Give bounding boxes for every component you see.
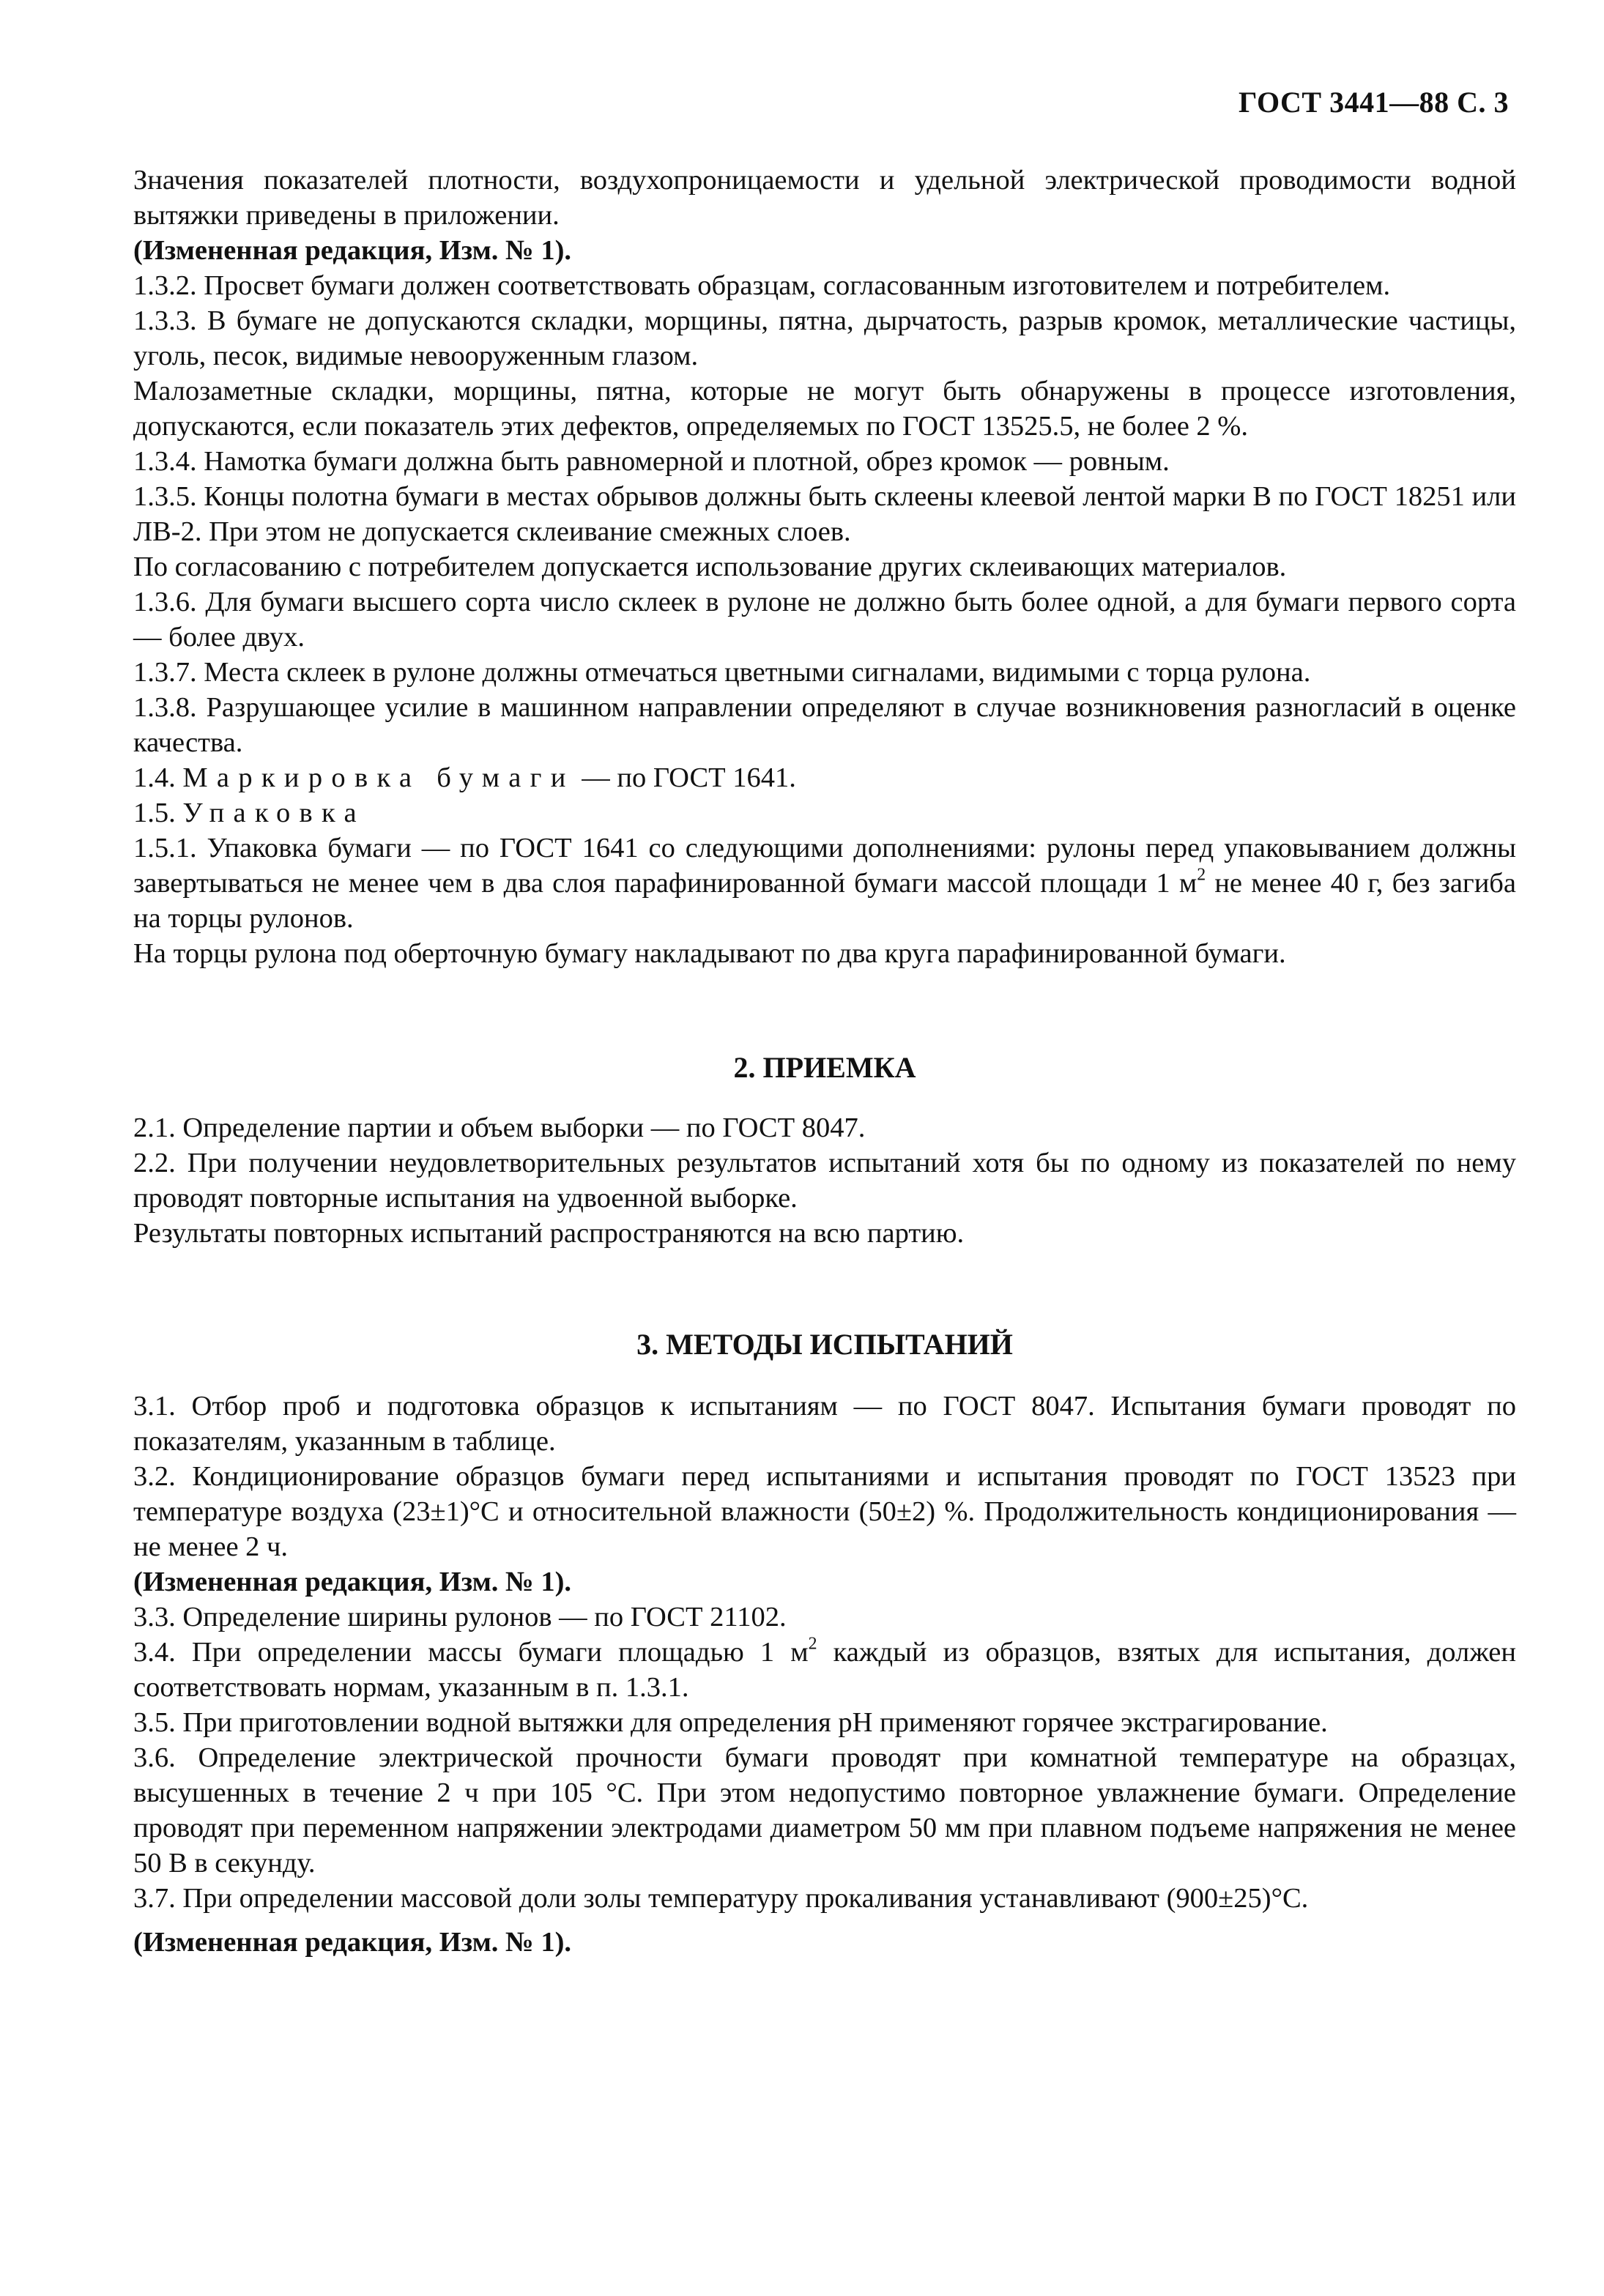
superscript: 2 <box>808 1634 817 1654</box>
clause-text: — по ГОСТ 1641. <box>574 762 796 793</box>
clause-3-5: 3.5. При приготовлении водной вытяжки для определения pH применяют горячее экстрагирование. <box>133 1707 1328 1738</box>
section-title-acceptance: 2. ПРИЕМКА <box>733 1051 916 1084</box>
clause-1-3-3-continued: Малозаметные складки, морщины, пятна, которые не могут быть обнаружены в процессе изготовления, допускаются, если показатель этих дефектов, определяемых по ГОСТ 13525.5, не более 2 %. <box>133 376 1516 442</box>
clause-1-3-7: 1.3.7. Места склеек в рулоне должны отмечаться цветными сигналами, видимыми с торца рулона. <box>133 657 1311 688</box>
clause-1-5 <box>133 795 1516 831</box>
clause-number: 1.5. <box>133 798 183 828</box>
clause-2-2-continued: Результаты повторных испытаний распространяются на всю партию. <box>133 1218 965 1249</box>
amendment-note: (Измененная редакция, Изм. № 1). <box>133 1927 572 1958</box>
clause-1-3-2: 1.3.2. Просвет бумаги должен соответствовать образцам, согласованным изготовителем и потребителем. <box>133 270 1391 301</box>
superscript: 2 <box>1197 865 1206 885</box>
clause-text: 3.4. При определении массы бумаги площадью 1 м <box>133 1637 809 1668</box>
clause-text: каждый из образцов, взятых для испытания, должен соответствовать нормам, указанным в п. 1.3.1. <box>133 1637 1516 1703</box>
clause-1-3-8: 1.3.8. Разрушающее усилие в машинном направлении определяют в случае возникновения разногласий в оценке качества. <box>133 692 1516 758</box>
clause-3-3: 3.3. Определение ширины рулонов — по ГОСТ 21102. <box>133 1602 787 1632</box>
clause-number: 1.4. <box>133 762 183 793</box>
document-body <box>133 163 1516 1960</box>
clause-2-1: 2.1. Определение партии и объем выборки — по ГОСТ 8047. <box>133 1112 866 1143</box>
clause-1-3-3: 1.3.3. В бумаге не допускаются складки, морщины, пятна, дырчатость, разрыв кромок, металлические частицы, уголь, песок, видимые невооруженным глазом. <box>133 305 1516 371</box>
clause-3-1: 3.1. Отбор проб и подготовка образцов к испытаниям — по ГОСТ 8047. Испытания бумаги проводят по показателям, указанным в таблице. <box>133 1391 1516 1457</box>
section-title-test-methods: 3. МЕТОДЫ ИСПЫТАНИЙ <box>636 1328 1013 1361</box>
amendment-note: (Измененная редакция, Изм. № 1). <box>133 235 572 266</box>
clause-3-6: 3.6. Определение электрической прочности бумаги проводят при комнатной температуре на образцах, высушенных в течение 2 ч при 105 °С. При этом недопустимо повторное увлажнение бумаги. Определение проводят при переменном напряжении электродами диаметром 50 мм при плавном подъеме напряжения не менее 50 В в секунду. <box>133 1742 1516 1879</box>
clause-text: не менее 40 г, без загиба на торцы рулонов. <box>133 868 1516 934</box>
clause-heading-spaced: Маркировка бумаги <box>182 762 575 793</box>
clause-3-2: 3.2. Кондиционирование образцов бумаги перед испытаниями и испытания проводят по ГОСТ 13523 при температуре воздуха (23±1)°С и относительной влажности (50±2) %. Продолжительность кондиционирования — не менее 2 ч. <box>133 1461 1516 1562</box>
clause-heading-spaced: Упаковка <box>182 798 365 828</box>
clause-3-7: 3.7. При определении массовой доли золы температуру прокаливания устанавливают (900±25)°С. <box>133 1883 1309 1914</box>
clause-1-3-5: 1.3.5. Концы полотна бумаги в местах обрывов должны быть склеены клеевой лентой марки В по ГОСТ 18251 или ЛВ-2. При этом не допускается склеивание смежных слоев. <box>133 481 1516 547</box>
clause-1-5-1-continued: На торцы рулона под оберточную бумагу накладывают по два круга парафинированной бумаги. <box>133 938 1286 969</box>
clause-1-5-1 <box>133 831 1516 936</box>
page-header: ГОСТ 3441—88 С. 3 <box>1238 86 1509 119</box>
clause-1-3-4: 1.3.4. Намотка бумаги должна быть равномерной и плотной, обрез кромок — ровным. <box>133 446 1170 477</box>
clause-3-4 <box>133 1635 1516 1705</box>
clause-2-2: 2.2. При получении неудовлетворительных результатов испытаний хотя бы по одному из показателей по нему проводят повторные испытания на удвоенной выборке. <box>133 1148 1516 1214</box>
clause-1-4 <box>133 760 1516 795</box>
clause-1-3-6: 1.3.6. Для бумаги высшего сорта число склеек в рулоне не должно быть более одной, а для бумаги первого сорта — более двух. <box>133 587 1516 653</box>
amendment-note: (Измененная редакция, Изм. № 1). <box>133 1567 572 1597</box>
clause-text: 1.5.1. Упаковка бумаги — по ГОСТ 1641 со следующими дополнениями: рулоны перед упаковыванием должны завертываться не менее чем в два слоя парафинированной бумаги массой площади 1 м <box>133 833 1516 899</box>
intro-paragraph: Значения показателей плотности, воздухопроницаемости и удельной электрической проводимости водной вытяжки приведены в приложении. <box>133 165 1516 231</box>
clause-1-3-5-continued: По согласованию с потребителем допускается использование других склеивающих материалов. <box>133 551 1287 582</box>
